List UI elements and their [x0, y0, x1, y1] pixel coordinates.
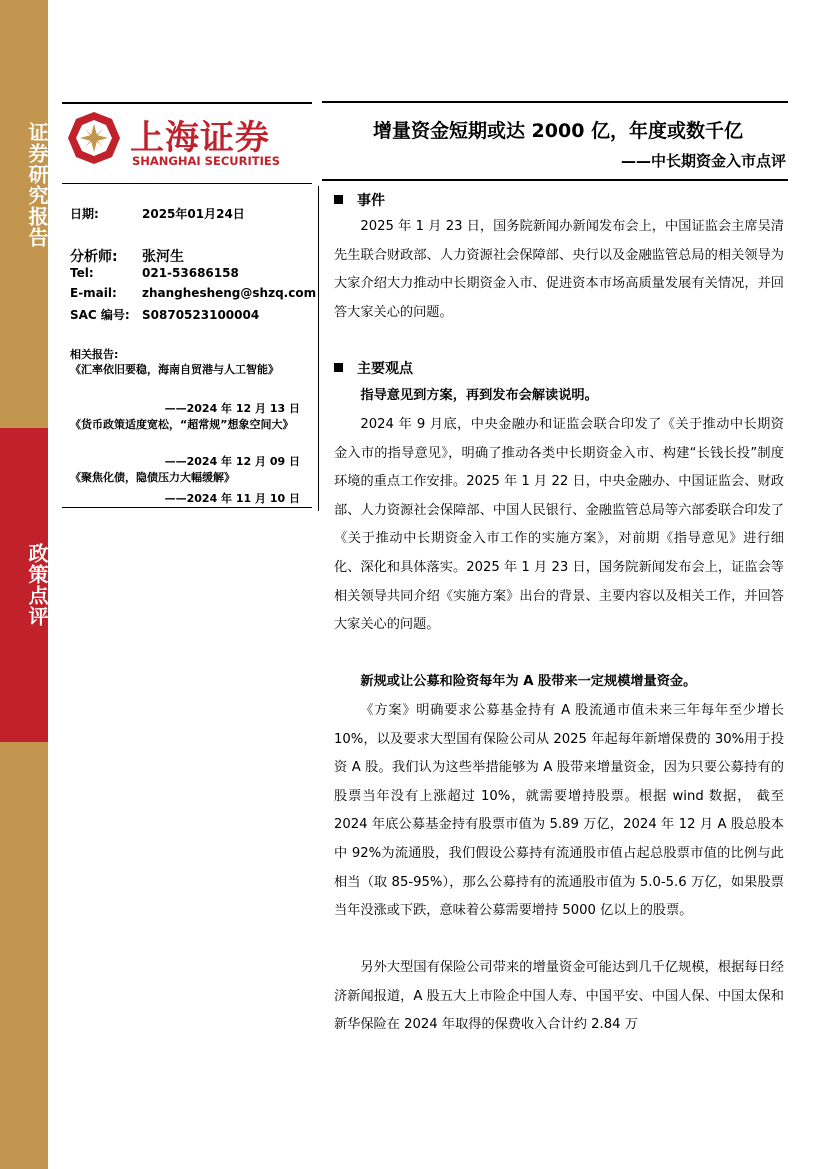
related-bottom-rule: [62, 507, 312, 508]
email-value: zhanghesheng@shzq.com: [142, 286, 317, 300]
header-rule-left: [62, 102, 312, 104]
related-reports-title: 相关报告:: [70, 348, 119, 361]
header-rule-right: [322, 101, 788, 103]
date-label: 日期:: [70, 207, 99, 221]
logo-mark-icon: [66, 110, 122, 166]
related-report-item: 《聚焦化债，隐债压力大幅缓解》: [70, 471, 235, 484]
section-event-label: 事件: [357, 193, 385, 209]
logo-name-cn: 上海证券: [130, 118, 270, 158]
related-report-date: ——2024 年 12 月 09 日: [164, 455, 300, 468]
bullet-square-icon: [334, 363, 343, 372]
section-event-heading: [334, 190, 385, 210]
viewpoint-lead-2: 新规或让公募和险资每年为 A 股带来一定规模增量资金。: [360, 674, 697, 689]
info-email: [70, 286, 316, 300]
date-value: 2025年01月24日: [142, 207, 245, 221]
bullet-square-icon: [334, 195, 343, 204]
column-divider: [318, 186, 319, 511]
analyst-label: 分析师:: [70, 249, 118, 265]
viewpoint-paragraph-1: 2024 年 9 月底，中央金融办和证监会联合印发了《关于推动中长期资金入市的指导意见》，明确了推动各类中长期资金入市、构建“长钱长投”制度环境的重点工作安排。2025 年 1 月 22 日，中央金融办、中国证监会、财政部、人力资源社会保障部、中国人民银行、金融监管总局等六部委联合印发了《关于推动中长期资金入市工作的实施方案》，对前期《指导意见》进行细化、深化和具体落实。2025 年 1 月 23 日，国务院新闻发布会上，证监会等相关领导共同介绍《实施方案》出台的背景、主要内容以及相关工作，并回答大家关心的问题。: [334, 417, 784, 633]
report-subtitle: ——中长期资金入市点评: [620, 152, 786, 170]
info-analyst: [70, 246, 184, 266]
report-title: 增量资金短期或达 2000 亿，年度或数千亿: [372, 120, 744, 142]
tel-label: Tel:: [70, 266, 94, 280]
info-sac: [70, 306, 259, 323]
viewpoint-paragraph-3: 另外大型国有保险公司带来的增量资金可能达到几千亿规模，根据每日经济新闻报道，A 股五大上市险企中国人寿、中国平安、中国人保、中国太保和新华保险在 2024 年取得的保费收入合计约 2.84 万: [334, 960, 784, 1033]
viewpoint-lead-1: 指导意见到方案，再到发布会解读说明。: [360, 388, 598, 403]
section-views-label: 主要观点: [357, 361, 413, 377]
info-top-rule: [62, 183, 312, 184]
related-report-date: ——2024 年 11 月 10 日: [164, 492, 300, 505]
email-label: E-mail:: [70, 286, 117, 300]
viewpoint-paragraph-2: 《方案》明确要求公募基金持有 A 股流通市值未来三年每年至少增长 10%，以及要求大型国有保险公司从 2025 年起每年新增保费的 30%用于投资 A 股。我们认为这些举措能够为 A 股带来增量资金，因为只要公募持有的股票当年没有上涨超过 10%，就需要增持股票。根据 wind 数据， 截至 2024 年底公募基金持有股票市值为 5.89 万亿，2024 年 12 月 A 股总股本中 92%为流通股，我们假设公募持有流通股市值占起总股票市值的比例与此相当（取 85-95%），那么公募持有的流通股市值为 5.0-5.6 万亿，如果股票当年没涨或下跌，意味着公募需要增持 5000 亿以上的股票。: [334, 703, 784, 919]
info-date: [70, 205, 245, 222]
sidebar-label-category: 政策点评: [25, 543, 49, 627]
company-logo: [66, 110, 286, 170]
analyst-value: 张河生: [142, 249, 184, 265]
logo-name-en: SHANGHAI SECURITIES: [132, 154, 280, 168]
sidebar-label-report-type: 证券研究报告: [25, 122, 49, 248]
info-tel: [70, 266, 239, 280]
event-paragraph: 2025 年 1 月 23 日，国务院新闻办新闻发布会上，中国证监会主席吴清先生联合财政部、人力资源社会保障部、央行以及金融监管总局的相关领导为大家介绍大力推动中长期资金入市、促进资本市场高质量发展有关情况，并回答大家关心的问题。: [334, 219, 784, 320]
sac-value: S0870523100004: [142, 308, 260, 322]
related-report-item: 《汇率依旧要稳，海南自贸港与人工智能》: [70, 363, 279, 376]
related-report-item: 《货币政策适度宽松，“超常规”想象空间大》: [70, 418, 294, 431]
related-report-date: ——2024 年 12 月 13 日: [164, 402, 300, 415]
tel-value: 021-53686158: [142, 266, 239, 280]
sac-label: SAC 编号:: [70, 308, 130, 322]
title-bottom-rule: [322, 179, 788, 181]
section-views-heading: [334, 358, 413, 378]
